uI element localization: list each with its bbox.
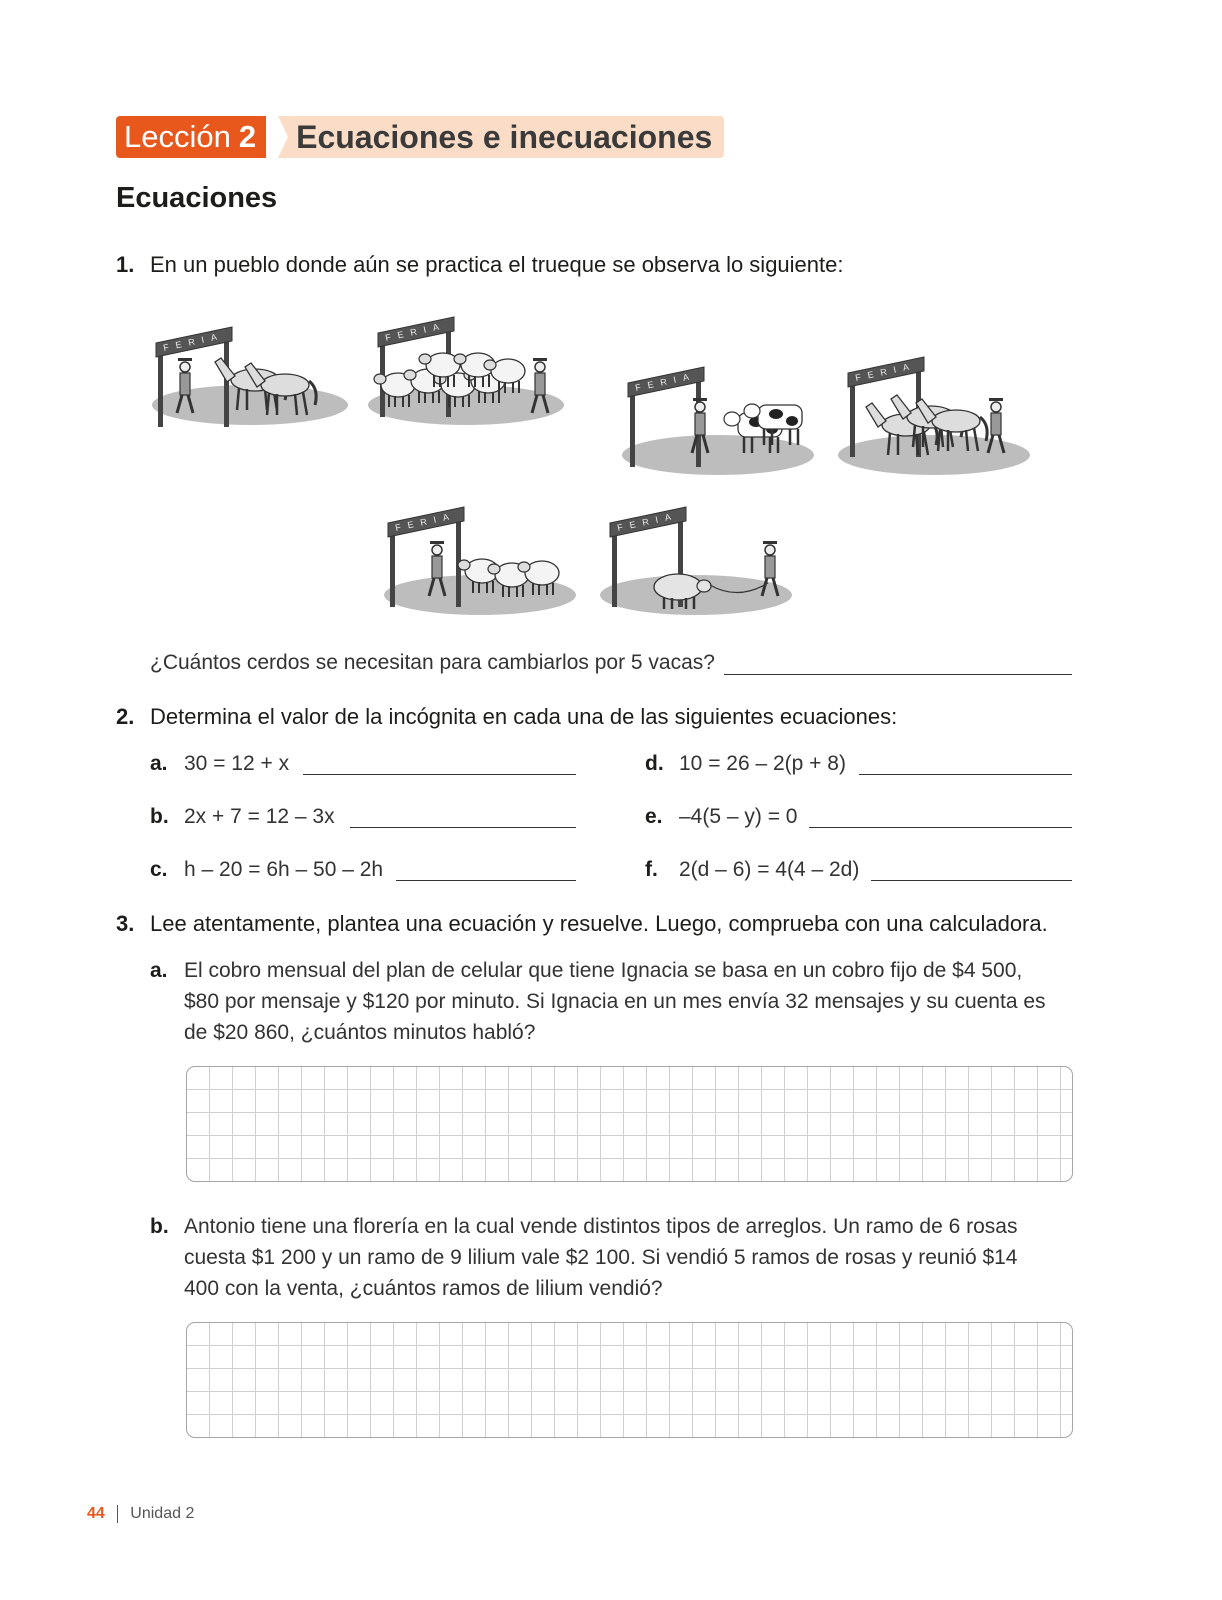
page-footer — [87, 1505, 194, 1523]
q1-answer-line[interactable] — [724, 674, 1072, 675]
scene-sheep-2 — [384, 507, 576, 615]
answer-line-c[interactable] — [396, 880, 576, 881]
item-letter: b. — [150, 805, 169, 828]
unit-label: Unidad 2 — [130, 1505, 195, 1522]
equation-text: 2(d – 6) = 4(4 – 2d) — [679, 858, 860, 881]
page-number: 44 — [87, 1505, 105, 1522]
gate-sign-text: FERIA — [384, 320, 447, 343]
question-text: Lee atentamente, plantea una ecuación y resuelve. Luego, comprueba con una calculadora. — [150, 911, 1048, 936]
answer-grid-a[interactable] — [186, 1066, 1073, 1182]
problem-text: Antonio tiene una florería en la cual vende distintos tipos de arreglos. Un ramo de 6 rosas cuesta $1 200 y un ramo de 9 lilium vale $2 100. Si vendió 5 ramos de rosas y reunió $14 400 con la venta, ¿cuántos ramos de lilium vendió? — [184, 1215, 1018, 1300]
equation-text: 30 = 12 + x — [184, 752, 290, 775]
question-2 — [116, 704, 897, 730]
item-letter: a. — [150, 959, 168, 982]
question-3 — [116, 911, 1048, 937]
lesson-number: 2 — [238, 119, 257, 154]
equation-text: 10 = 26 – 2(p + 8) — [679, 752, 846, 775]
footer-divider — [117, 1505, 119, 1523]
gate-sign-text: FERIA — [394, 510, 457, 533]
equation-d — [645, 752, 846, 776]
answer-line-a[interactable] — [303, 774, 576, 775]
equation-f — [645, 858, 859, 882]
item-letter: f. — [645, 858, 658, 881]
item-letter: a. — [150, 752, 168, 775]
section-title: Ecuaciones — [116, 182, 278, 214]
equation-text: h – 20 = 6h – 50 – 2h — [184, 858, 384, 881]
scene-horses-2 — [838, 357, 1030, 475]
lesson-title: Ecuaciones e inecuaciones — [278, 116, 724, 158]
question-text: En un pueblo donde aún se practica el trueque se observa lo siguiente: — [150, 252, 844, 277]
lesson-badge — [116, 116, 266, 158]
answer-line-f[interactable] — [871, 880, 1072, 881]
gate-sign-text: FERIA — [162, 330, 225, 353]
item-letter: b. — [150, 1215, 169, 1238]
equation-c — [150, 858, 383, 882]
problem-b — [150, 1211, 1050, 1304]
question-number: 2. — [116, 704, 135, 729]
item-letter: c. — [150, 858, 168, 881]
problem-a — [150, 955, 1050, 1048]
answer-line-d[interactable] — [859, 774, 1072, 775]
q1-question: ¿Cuántos cerdos se necesitan para cambiarlos por 5 vacas? — [150, 651, 715, 674]
question-number: 3. — [116, 911, 135, 936]
lesson-label: Lección — [124, 119, 231, 154]
gate-sign-text: FERIA — [854, 360, 917, 383]
scene-horses-1 — [152, 327, 348, 427]
lesson-header — [116, 116, 724, 158]
scene-cows — [622, 367, 814, 475]
item-letter: e. — [645, 805, 663, 828]
question-1 — [116, 252, 843, 278]
answer-line-b[interactable] — [350, 827, 576, 828]
answer-line-e[interactable] — [809, 827, 1072, 828]
equation-text: –4(5 – y) = 0 — [679, 805, 798, 828]
barter-illustration — [150, 305, 1050, 625]
item-letter: d. — [645, 752, 664, 775]
answer-grid-b[interactable] — [186, 1322, 1073, 1438]
equation-a — [150, 752, 289, 776]
equation-text: 2x + 7 = 12 – 3x — [184, 805, 335, 828]
gate-sign-text: FERIA — [634, 370, 697, 393]
question-number: 1. — [116, 252, 135, 277]
question-text: Determina el valor de la incógnita en cada una de las siguientes ecuaciones: — [150, 704, 898, 729]
problem-text: El cobro mensual del plan de celular que tiene Ignacia se basa en un cobro fijo de $4 500, $80 por mensaje y $120 por minuto. Si Ignacia en un mes envía 32 mensajes y su cuenta es de $20 860, ¿cuántos minutos habló? — [184, 959, 1046, 1044]
gate-sign-text: FERIA — [616, 510, 679, 533]
scene-sheep-1 — [368, 317, 564, 425]
equation-e — [645, 805, 797, 829]
equation-b — [150, 805, 335, 829]
scene-pig — [600, 507, 792, 615]
